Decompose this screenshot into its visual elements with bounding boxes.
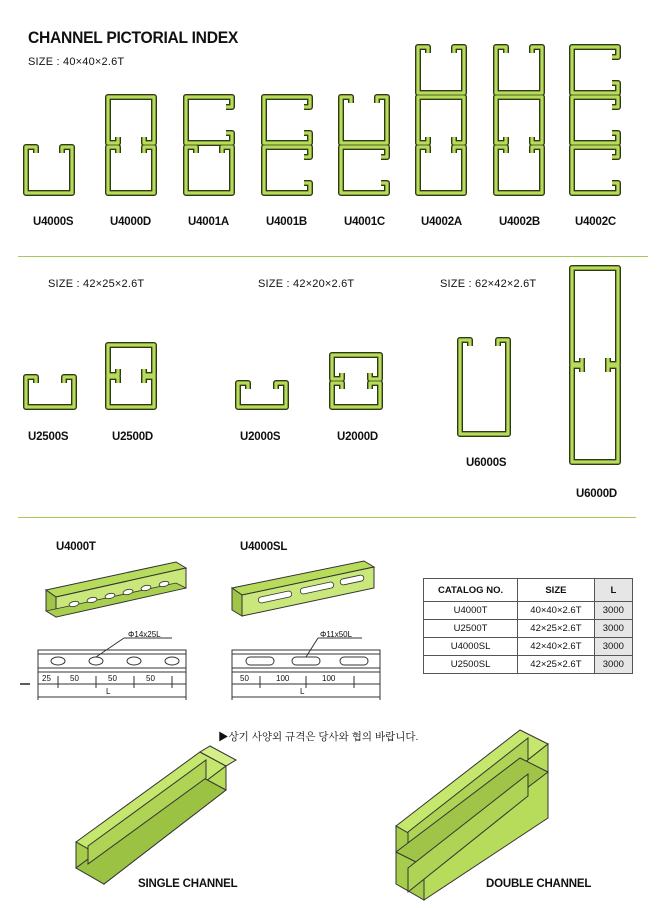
cell-l: 3000 [594,656,632,674]
label-u4002c: U4002C [575,216,616,228]
cell-l: 3000 [594,638,632,656]
cell-size: 42×40×2.6T [518,638,595,656]
label-u4000sl: U4000SL [240,541,288,553]
cell-size: 40×40×2.6T [518,602,595,620]
cell-size: 42×25×2.6T [518,656,595,674]
label-u4002a: U4002A [421,216,462,228]
dim-100a: 100 [276,674,290,683]
label-u6000s: U6000S [466,457,507,469]
cell-no: U2500SL [424,656,518,674]
spec-note: ▶상기 사양외 규격은 당사와 협의 바랍니다. [218,731,419,743]
label-u2500s: U2500S [28,431,69,443]
label-u4000s: U4000S [33,216,74,228]
dim-50r: 50 [240,674,249,683]
single-channel-3d [76,746,236,884]
dim-50a: 50 [70,674,79,683]
size-label: SIZE : 40×40×2.6T [28,56,125,68]
size-42x25: SIZE : 42×25×2.6T [48,278,145,290]
label-u4001a: U4001A [188,216,229,228]
label-u2000d: U2000D [337,431,378,443]
col-catalog-no: CATALOG NO. [424,579,518,602]
label-u4000t: U4000T [56,541,96,553]
label-single-channel: SINGLE CHANNEL [138,878,238,890]
size-62x42: SIZE : 62×42×2.6T [440,278,537,290]
dim-50b: 50 [108,674,117,683]
dim-25: 25 [42,674,51,683]
size-42x20: SIZE : 42×20×2.6T [258,278,355,290]
dim-l-right: L [300,687,305,696]
label-u2500d: U2500D [112,431,153,443]
dim-l-left: L [106,687,111,696]
cell-no: U4000T [424,602,518,620]
dim-100b: 100 [322,674,336,683]
label-u4001c: U4001C [344,216,385,228]
dim-50c: 50 [146,674,155,683]
label-u6000d: U6000D [576,488,617,500]
callout-11x50: Φ11x50L [320,630,353,639]
col-size: SIZE [518,579,595,602]
cell-l: 3000 [594,602,632,620]
label-u4002b: U4002B [499,216,540,228]
label-u4000d: U4000D [110,216,151,228]
cell-l: 3000 [594,620,632,638]
label-u4001b: U4001B [266,216,307,228]
col-l: L [594,579,632,602]
label-u2000s: U2000S [240,431,281,443]
cell-no: U4000SL [424,638,518,656]
cell-no: U2500T [424,620,518,638]
cell-size: 42×25×2.6T [518,620,595,638]
label-double-channel: DOUBLE CHANNEL [486,878,592,890]
double-channel-3d [396,730,548,900]
callout-14x25: Φ14x25L [128,630,161,639]
page-title: CHANNEL PICTORIAL INDEX [28,28,239,47]
